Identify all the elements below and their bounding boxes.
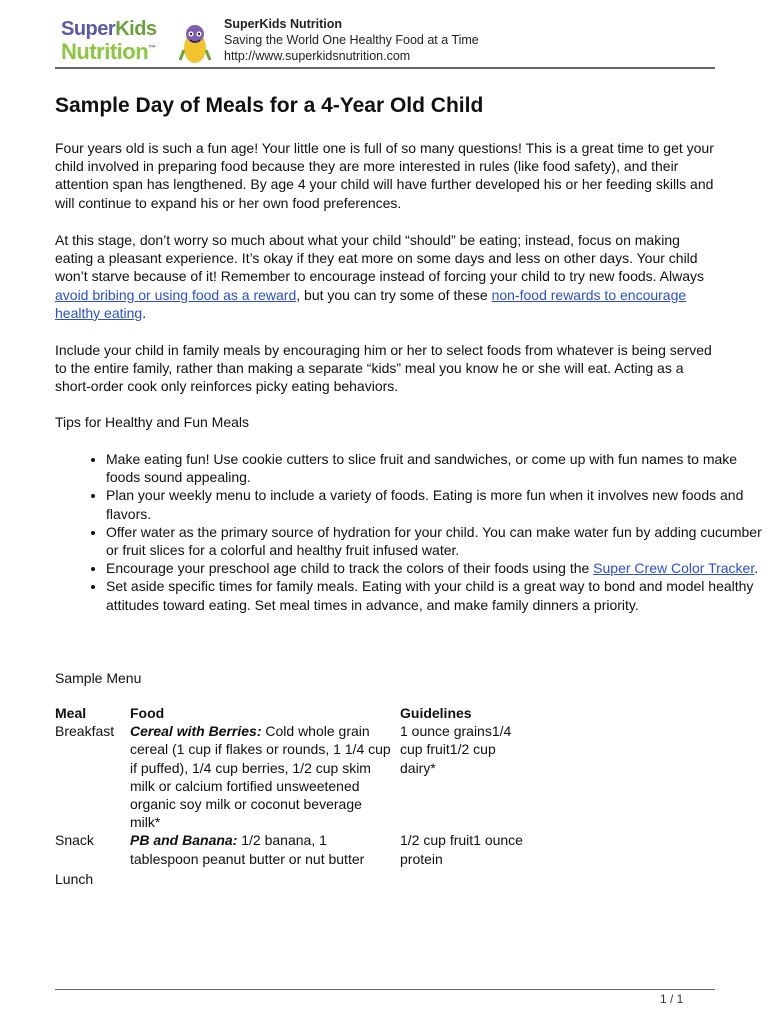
org-name: SuperKids Nutrition xyxy=(224,17,343,31)
guidelines-cell: 1/2 cup fruit1 ounce protein xyxy=(400,832,523,867)
column-header-food: Food xyxy=(130,705,165,721)
guidelines-cell xyxy=(400,868,530,888)
table-row xyxy=(55,868,530,888)
list-item: • Offer water as the primary source of hydration for your child. You can make water fun by adding cucumber or fruit slices for a colorful and healthy fruit infused water. xyxy=(106,523,770,559)
stage-paragraph: At this stage, don’t worry so much about what your child “should” be eating; instead, focus on making eating a pleasant experience. It’s okay if they eat more on some days and less on other days. Your child won’t starve because of it! Remember to encourage instead of forcing your child to try new foods. Always avoid bribing or using food as a reward, but you can try some of these non-food rewards to encourage healthy eating. xyxy=(55,232,704,321)
table-header-row xyxy=(55,704,530,722)
meal-cell: Snack xyxy=(55,832,94,849)
column-header-meal: Meal xyxy=(55,705,87,721)
tips-list xyxy=(55,450,770,614)
tips-heading: Tips for Healthy and Fun Meals xyxy=(55,414,250,430)
list-item: • Make eating fun! Use cookie cutters to slice fruit and sandwiches, or come up with fun names to make foods sound appealing. xyxy=(106,450,770,486)
intro-paragraph: Four years old is such a fun age! Your little one is full of so many questions! This is a great time to get your child involved in preparing food because they are more interested in rules (like food safety), and their attention span has lengthened. By age 4 your child will have further developed his or her feeding skills and will continue to expand his or her own food preferences. xyxy=(55,140,714,211)
list-item: • Set aside specific times for family meals. Eating with your child is a great way to bond and model healthy attitudes toward eating. Set meal times in advance, and make family dinners a priority. xyxy=(106,577,770,613)
guidelines-cell: 1 ounce grains1/4 cup fruit1/2 cup dairy* xyxy=(400,723,512,776)
page-header xyxy=(55,14,715,70)
sample-menu-table xyxy=(55,704,530,888)
table-row xyxy=(55,831,530,867)
family-meals-paragraph: Include your child in family meals by encouraging him or her to select foods from whatever is being served to the entire family, rather than making a separate “kids” meal you know he or she will eat. Acting as a short-order cook only reinforces picky eating behaviors. xyxy=(55,342,712,395)
logo-text-bottom: Nutrition™ xyxy=(61,39,156,64)
header-divider xyxy=(55,67,715,69)
avoid-bribing-link[interactable]: avoid bribing or using food as a reward xyxy=(55,286,297,303)
superkids-logo[interactable] xyxy=(61,16,211,68)
superkid-mascot-icon xyxy=(179,20,211,66)
color-tracker-link[interactable]: Super Crew Color Tracker xyxy=(593,560,755,577)
menu-heading: Sample Menu xyxy=(55,670,142,686)
page-number: 1 / 1 xyxy=(660,992,684,1006)
page-title: Sample Day of Meals for a 4-Year Old Child xyxy=(55,94,484,117)
food-cell: PB and Banana: 1/2 banana, 1 tablespoon peanut butter or nut butter xyxy=(130,832,365,867)
header-info xyxy=(224,16,479,64)
table-row xyxy=(55,722,530,831)
food-cell: Cereal with Berries: Cold whole grain cereal (1 cup if flakes or rounds, 1 1/4 cup if puffed), 1/4 cup berries, 1/2 cup skim milk or calcium fortified unsweetened organic soy milk or coconut beverage milk* xyxy=(130,723,391,831)
column-header-guidelines: Guidelines xyxy=(400,705,472,721)
footer-divider xyxy=(55,989,715,990)
list-item: • Plan your weekly menu to include a variety of foods. Eating is more fun when it involves new foods and flavors. xyxy=(106,486,770,522)
non-food-rewards-link[interactable]: non-food rewards to encourage healthy eating xyxy=(55,286,687,321)
food-cell xyxy=(130,868,400,888)
meal-cell: Lunch xyxy=(55,870,94,887)
site-url[interactable]: http://www.superkidsnutrition.com xyxy=(224,49,411,63)
meal-cell: Breakfast xyxy=(55,723,115,740)
logo-text-top: SuperKids xyxy=(61,18,157,40)
tagline: Saving the World One Healthy Food at a Time xyxy=(224,33,479,47)
list-item: • Encourage your preschool age child to track the colors of their foods using the Super Crew Color Tracker. xyxy=(106,559,770,577)
